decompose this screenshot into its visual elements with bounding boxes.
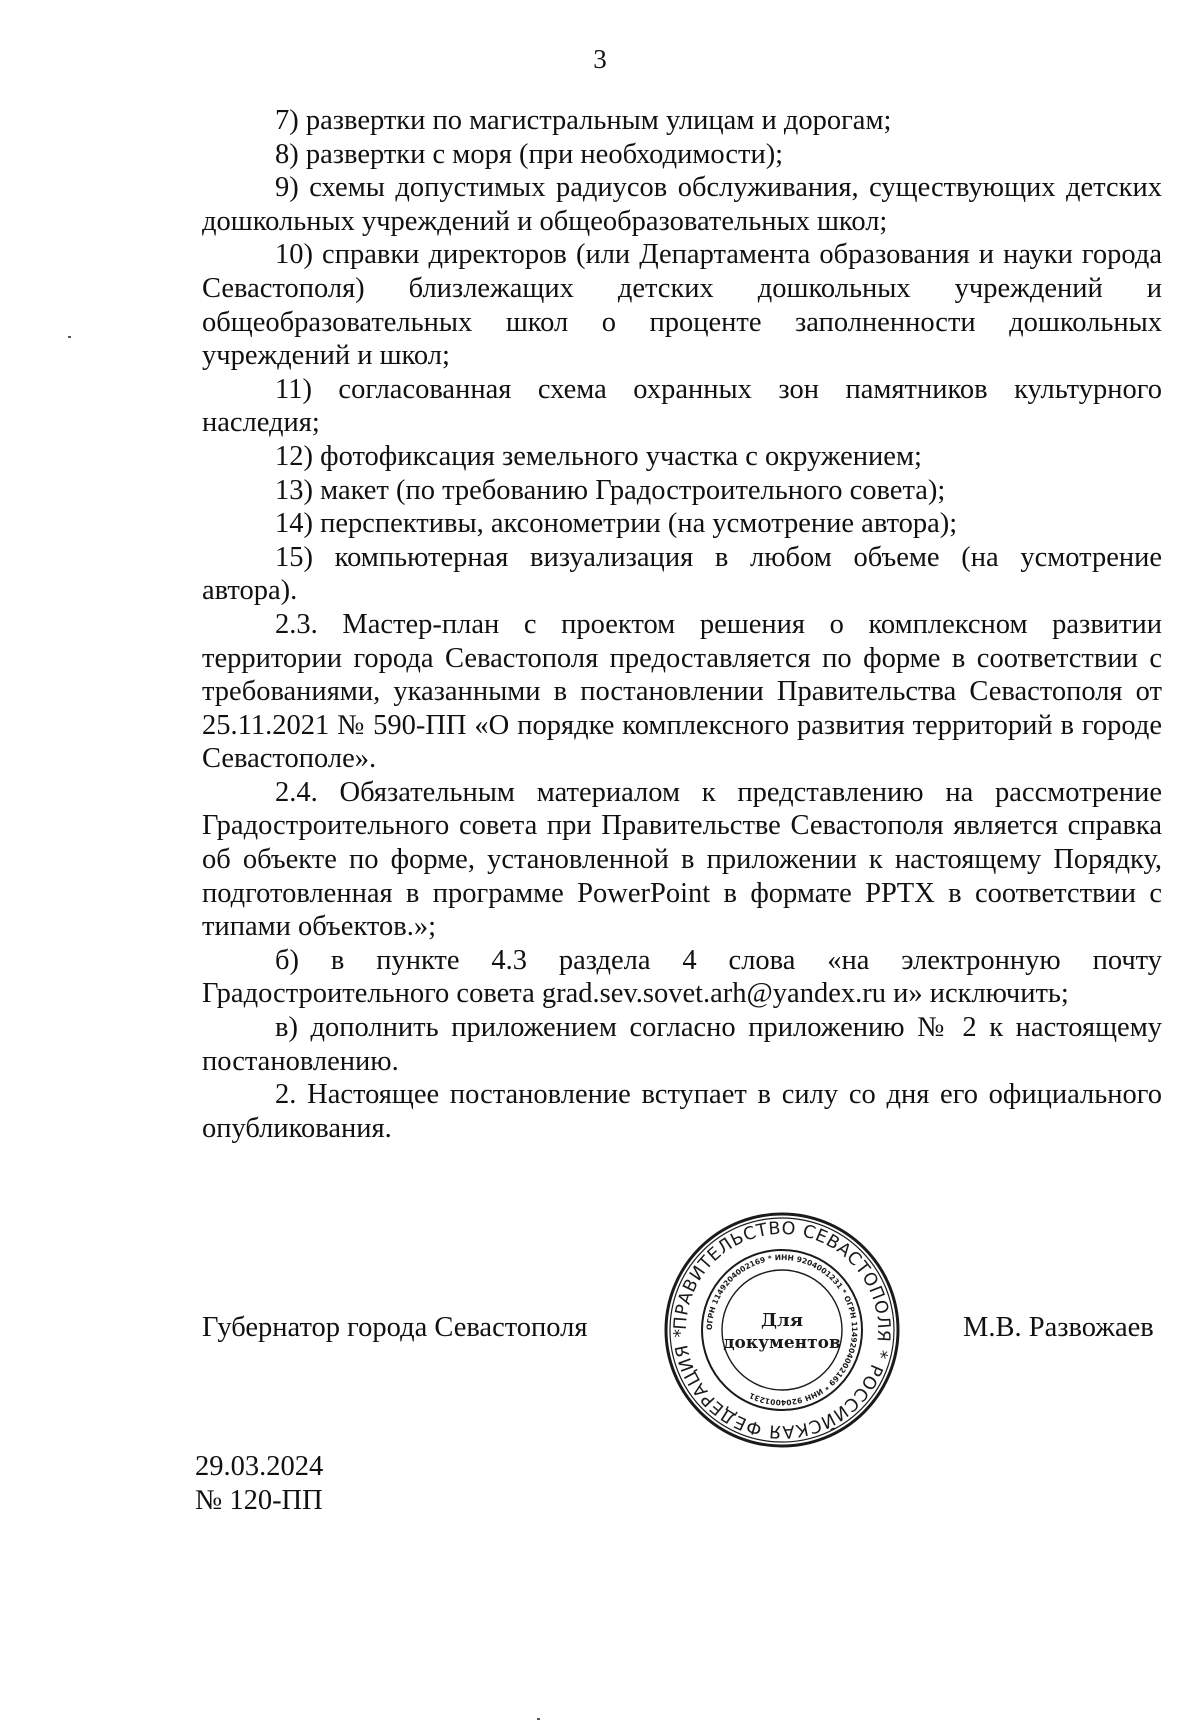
scan-speck (537, 1718, 540, 1720)
paragraph: 8) развертки с моря (при необходимости); (275, 138, 784, 170)
paragraph: 10) справки директоров (или Департамента образования и науки города Севастополя) близлежащих детских дошкольных учреждений и общеобразовательных школ о проценте заполненности дошкольных учреждений и школ; (202, 239, 1162, 372)
paragraph: 9) схемы допустимых радиусов обслуживания, существующих детских дошкольных учреждений и общеобразовательных школ; (202, 172, 1162, 237)
seal-inner-ring-text: ОГРН 1149204002169 * ИНН 9204001231 * ОГРН 1149204002169 * ИНН 9204001231 (704, 1252, 860, 1408)
signature-block (0, 1308, 1200, 1352)
paragraph: 7) развертки по магистральным улицам и дорогам; (275, 105, 892, 136)
paragraph: 13) макет (по требованию Градостроительного совета); (275, 474, 946, 506)
document-number: № 120-ПП (195, 1485, 323, 1516)
paragraph: в) дополнить приложением согласно приложению № 2 к настоящему постановлению. (202, 1012, 1162, 1077)
document-meta (195, 1450, 323, 1518)
seal-center-line1: Для (761, 1310, 803, 1331)
paragraph: 2.4. Обязательным материалом к представлению на рассмотрение Градостроительного совета при Правительстве Севастополя является справка об объекте по форме, установленной в приложении к настоящему Порядку, подготовленная в программе PowerPoint в формате PPTX в соответствии с типами объектов.»; (202, 776, 1162, 943)
scan-speck (68, 336, 71, 338)
paragraph: 15) компьютерная визуализация в любом объеме (на усмотрение автора). (202, 541, 1162, 607)
page-number: 3 (593, 44, 607, 74)
document-date: 29.03.2024 (195, 1451, 324, 1482)
seal-outer-text: ПРАВИТЕЛЬСТВО СЕВАСТОПОЛЯ * РОССИЙСКАЯ ФЕДЕРАЦИЯ * (670, 1218, 894, 1442)
paragraph: 2. Настоящее постановление вступает в силу со дня его официального опубликования. (202, 1079, 1162, 1144)
seal-center-line2: документов (723, 1333, 841, 1353)
paragraph: 14) перспективы, аксонометрии (на усмотрение автора); (275, 508, 958, 540)
paragraph: 2.3. Мастер-план с проектом решения о комплексном развитии территории города Севастополя предоставляется по форме в соответствии с требованиями, указанными в постановлении Правительства Севастополя от 25.11.2021 № 590-ПП «О порядке комплексного развития территорий в городе Севастополе». (202, 608, 1162, 775)
paragraph: б) в пункте 4.3 раздела 4 слова «на электронную почту Градостроительного совета grad.sev.sovet.arh@yandex.ru и» исключить; (202, 944, 1162, 1010)
paragraph: 12) фотофиксация земельного участка с окружением; (275, 440, 922, 472)
signatory-position: Губернатор города Севастополя (202, 1312, 588, 1343)
paragraph: 11) согласованная схема охранных зон памятников культурного наследия; (202, 373, 1162, 439)
signatory-name: М.В. Развожаев (963, 1312, 1154, 1343)
document-body (202, 104, 1162, 1145)
official-seal (660, 1212, 904, 1448)
